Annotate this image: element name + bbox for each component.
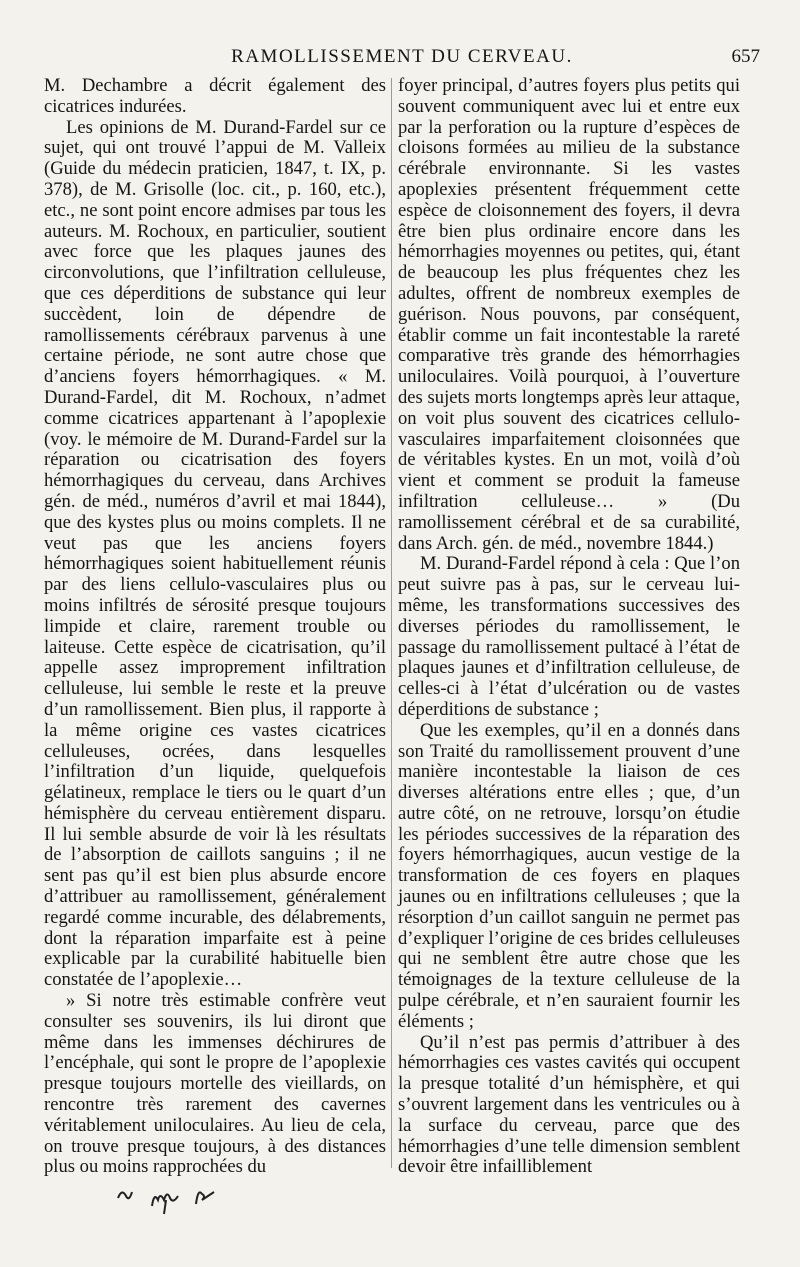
left-paragraph-2: Les opinions de M. Durand-Fardel sur ce sujet, qui ont trouvé l’appui de M. Valleix (Guide du médecin praticien, 1847, t. IX, p. 378), de M. Grisolle (loc. cit., p. 160, etc.), etc., ne sont point encore admises par tous les auteurs. M. Rochoux, en particulier, soutient avec force que les plaques jaunes des circonvolutions, que l’infiltration celluleuse, que ces déperditions de substance qui leur succèdent, loin de dépendre de ramollissements cérébraux parvenus à une certaine période, ne sont autre chose que d’anciens foyers hémorrhagiques. « M. Durand-Fardel, dit M. Rochoux, n’admet comme cicatrices appartenant à l’apoplexie (voy. le mémoire de M. Durand-Fardel sur la réparation ou cicatrisation des foyers hémorrhagiques du cerveau, dans Archives gén. de méd., numéros d’avril et mai 1844), que des kystes plus ou moins complets. Il ne veut pas que les anciens foyers hémorrhagiques soient habituellement réunis par des liens cellulo-vasculaires plus ou moins infiltrés de sérosité presque toujours limpide et claire, rarement trouble ou laiteuse. Cette espèce de cicatrisation, qu’il appelle assez improprement infiltration celluleuse, lui semble le reste et la preuve d’un ramollissement. Bien plus, il rapporte à la même origine ces vastes cicatrices celluleuses, ocrées, dans lesquelles l’infiltration d’un liquide, quelquefois gélatineux, remplace le tiers ou le quart d’un hémisphère du cerveau entièrement disparu. Il lui semble absurde de voir là les résultats de l’absorption de caillots sanguins ; il ne sent pas qu’il est bien plus absurde encore d’attribuer au ramollissement, généralement regardé comme incurable, des délabrements, dont la réparation imparfaite est à peine explicable par la curabilité habituelle bien constatée de l’apoplexie… <box>44 116 386 991</box>
page-number: 657 <box>731 46 760 67</box>
left-paragraph-3: » Si notre très estimable confrère veut consulter ses souvenirs, ils lui diront que même dans les immenses déchirures de l’encéphale, qui sont le propre de l’apoplexie presque toujours mortelle des vieillards, on rencontre très rarement des cavernes véritablement uniloculaires. Au lieu de cela, on trouve presque toujours, à des distances plus ou moins rapprochées du <box>44 990 386 1178</box>
handwritten-marks <box>112 1170 232 1220</box>
running-title: RAMOLLISSEMENT DU CERVEAU. <box>231 46 573 67</box>
page-header <box>44 46 760 68</box>
left-column <box>44 76 386 1178</box>
column-divider <box>391 78 392 1168</box>
left-paragraph-1: M. Dechambre a décrit également des cicatrices indurées. <box>44 75 386 117</box>
right-paragraph-4: Qu’il n’est pas permis d’attribuer à des hémorrhagies ces vastes cavités qui occupent la presque totalité d’un hémisphère, et qui s’ouvrent largement dans les ventricules ou à la surface du cerveau, parce que des hémorrhagies d’une telle dimension semblent devoir être infailliblement <box>398 1031 740 1178</box>
right-paragraph-1: foyer principal, d’autres foyers plus petits qui souvent communiquent avec lui et entre eux par la perforation ou la rupture d’espèces de cloisons formées au milieu de la substance cérébrale environnante. Si les vastes apoplexies présentent fréquemment cette espèce de cloisonnement des foyers, il devra être bien plus ordinaire encore dans les hémorrhagies moyennes ou petites, qui, étant de beaucoup les plus fréquentes chez les adultes, offrent de nombreux exemples de guérison. Nous pouvons, par conséquent, établir comme un fait incontestable la rareté comparative très grande des hémorrhagies uniloculaires. Voilà pourquoi, à l’ouverture des sujets morts longtemps après leur attaque, on voit plus souvent des cicatrices cellulo-vasculaires imparfaitement cloisonnées que de véritables kystes. En un mot, voilà d’où vient et comment se produit la fameuse infiltration celluleuse… » (Du ramollissement cérébral et de sa curabilité, dans Arch. gén. de méd., novembre 1844.) <box>398 75 740 554</box>
right-paragraph-2: M. Durand-Fardel répond à cela : Que l’on peut suivre pas à pas, sur le cerveau lui-même, les transformations successives des diverses périodes du ramollissement, le passage du ramollissement pultacé à l’état de plaques jaunes et d’infiltration celluleuse, de celles-ci à l’état d’ulcération ou de vastes déperditions de substance ; <box>398 553 740 720</box>
right-column <box>398 76 740 1178</box>
right-paragraph-3: Que les exemples, qu’il en a donnés dans son Traité du ramollissement prouvent d’une manière incontestable la liaison de ces diverses altérations entre elles ; que, d’un autre côté, on ne retrouve, lorsqu’on étudie les périodes successives de la réparation des foyers hémorrhagiques, aucun vestige de la transformation de ces foyers en plaques jaunes ou en infiltrations celluleuses ; que la résorption d’un caillot sanguin ne permet pas d’expliquer l’origine de ces brides celluleuses qui ne semblent être autre chose que les témoignages de la texture celluleuse de la pulpe cérébrale, et n’en sauraient fournir les éléments ; <box>398 719 740 1032</box>
